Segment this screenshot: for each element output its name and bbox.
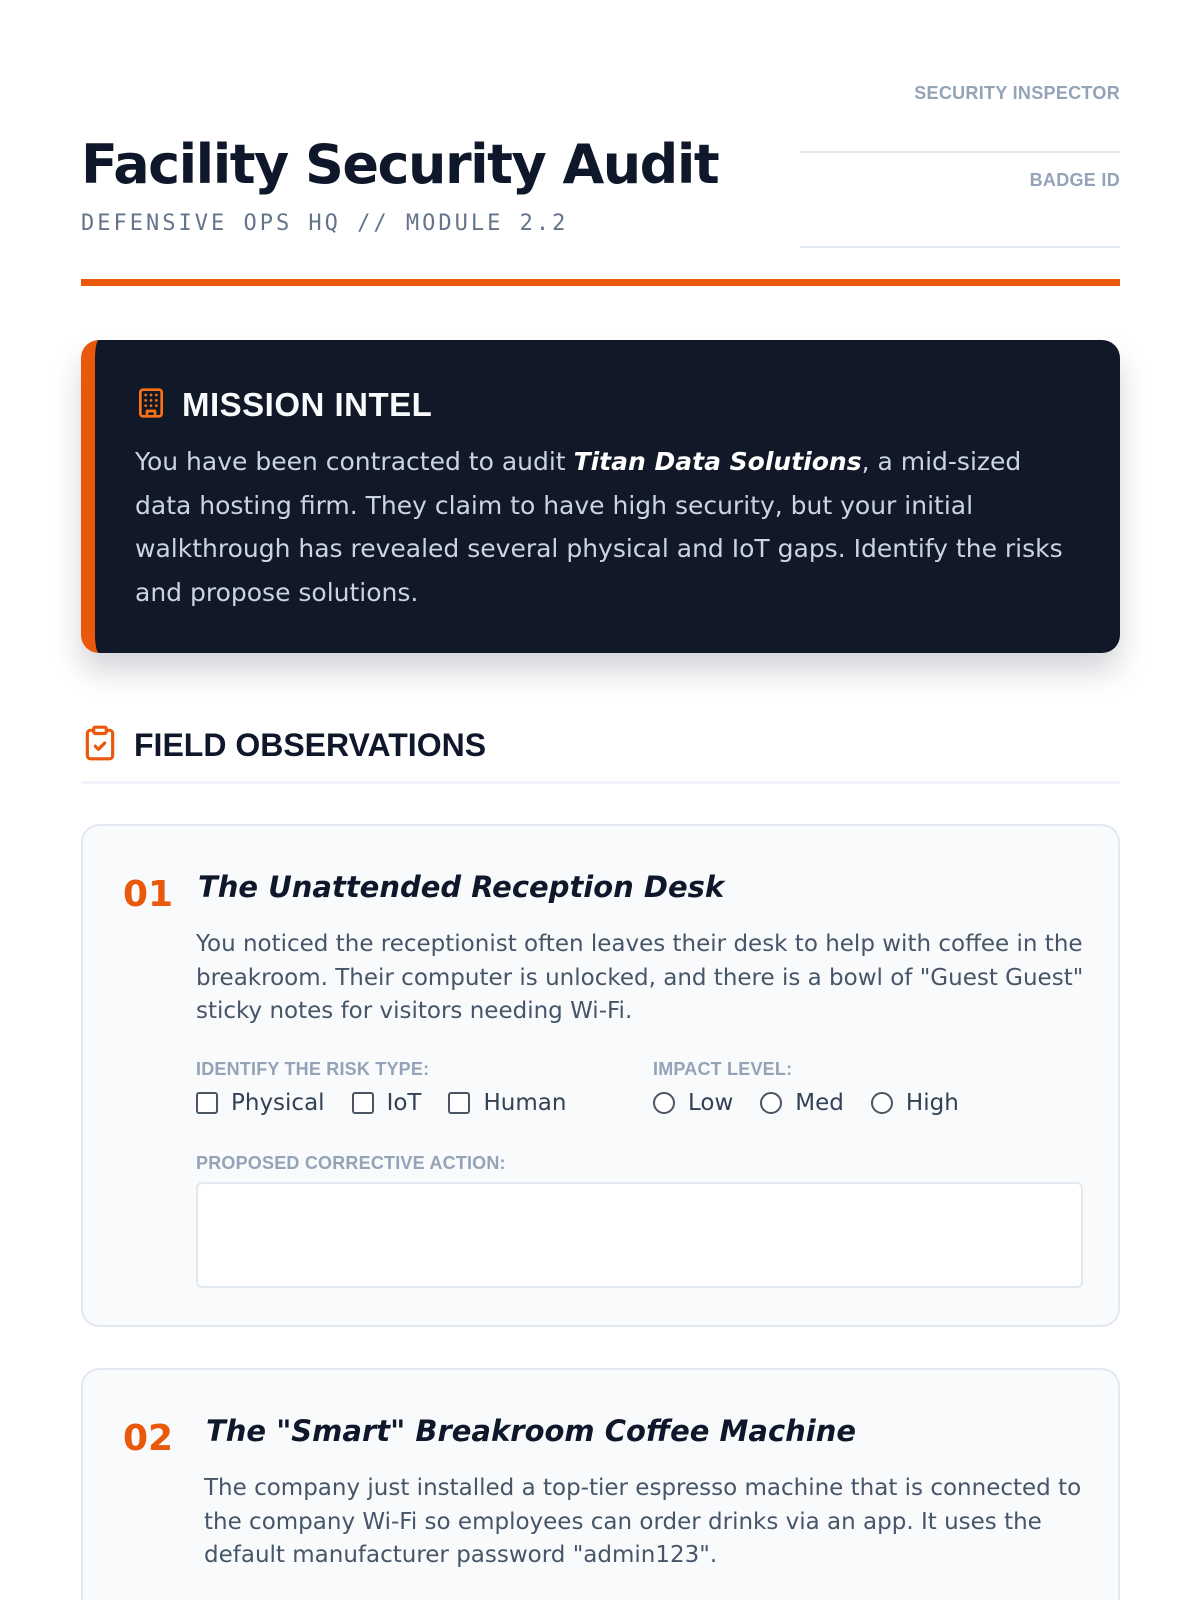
badge-id-field[interactable]	[800, 167, 1120, 254]
observation-title: The Unattended Reception Desk	[198, 870, 725, 904]
header-divider	[81, 279, 1120, 286]
page-subtitle: DEFENSIVE OPS HQ // MODULE 2.2	[81, 211, 569, 236]
iot-checkbox[interactable]	[352, 1092, 374, 1114]
low-radio[interactable]	[653, 1092, 675, 1114]
high-radio[interactable]	[871, 1092, 893, 1114]
observation-description: The company just installed a top-tier espresso machine that is connected to the company Wi-Fi so employees can order drinks via an app. It uses the default manufacturer password "admin123".	[204, 1475, 1082, 1568]
observation-title: The "Smart" Breakroom Coffee Machine	[206, 1414, 857, 1448]
risk-option-iot[interactable]: IoT	[352, 1090, 422, 1116]
worksheet-header	[81, 0, 1120, 290]
corrective-action-input[interactable]	[196, 1182, 1083, 1288]
observation-card	[81, 1368, 1120, 1600]
company-name: Titan Data Solutions	[573, 447, 862, 476]
inspector-field[interactable]	[800, 80, 1120, 167]
risk-type-options	[196, 1090, 593, 1116]
observation-number: 02	[123, 1418, 174, 1459]
risk-option-physical[interactable]: Physical	[196, 1090, 325, 1116]
mission-intel-panel	[81, 340, 1120, 653]
page-title: Facility Security Audit	[81, 133, 719, 196]
inspector-line	[800, 151, 1120, 153]
impact-option-med[interactable]: Med	[760, 1090, 844, 1116]
risk-type-label: IDENTIFY THE RISK TYPE:	[196, 1059, 430, 1079]
section-title: FIELD OBSERVATIONS	[134, 727, 487, 763]
mission-text: You have been contracted to audit Titan Data Solutions, a mid-sized data hosting firm. They claim to have high security, but your initial walkthrough has revealed several physical and IoT gaps. Identify the risks and propose solutions.	[135, 447, 1063, 607]
badge-id-label: BADGE ID	[1029, 170, 1120, 190]
observation-card	[81, 824, 1120, 1327]
impact-option-high[interactable]: High	[871, 1090, 959, 1116]
impact-level-options	[653, 1090, 986, 1116]
field-observations-header	[81, 722, 1120, 784]
human-checkbox[interactable]	[448, 1092, 470, 1114]
inspector-label: SECURITY INSPECTOR	[914, 83, 1120, 103]
impact-option-low[interactable]: Low	[653, 1090, 733, 1116]
mission-title: MISSION INTEL	[182, 386, 433, 423]
building-icon	[135, 387, 167, 424]
signature-block	[800, 80, 1120, 254]
physical-checkbox[interactable]	[196, 1092, 218, 1114]
med-radio[interactable]	[760, 1092, 782, 1114]
corrective-action-label: PROPOSED CORRECTIVE ACTION:	[196, 1153, 506, 1173]
observation-description: You noticed the receptionist often leaves their desk to help with coffee in the breakroom. Their computer is unlocked, and there is a bowl of "Guest Guest" sticky notes for visitors needing Wi-Fi.	[196, 931, 1084, 1024]
risk-option-human[interactable]: Human	[448, 1090, 566, 1116]
mission-header	[135, 386, 432, 424]
impact-level-label: IMPACT LEVEL:	[653, 1059, 793, 1079]
observation-number: 01	[123, 874, 174, 915]
badge-id-line	[800, 246, 1120, 248]
